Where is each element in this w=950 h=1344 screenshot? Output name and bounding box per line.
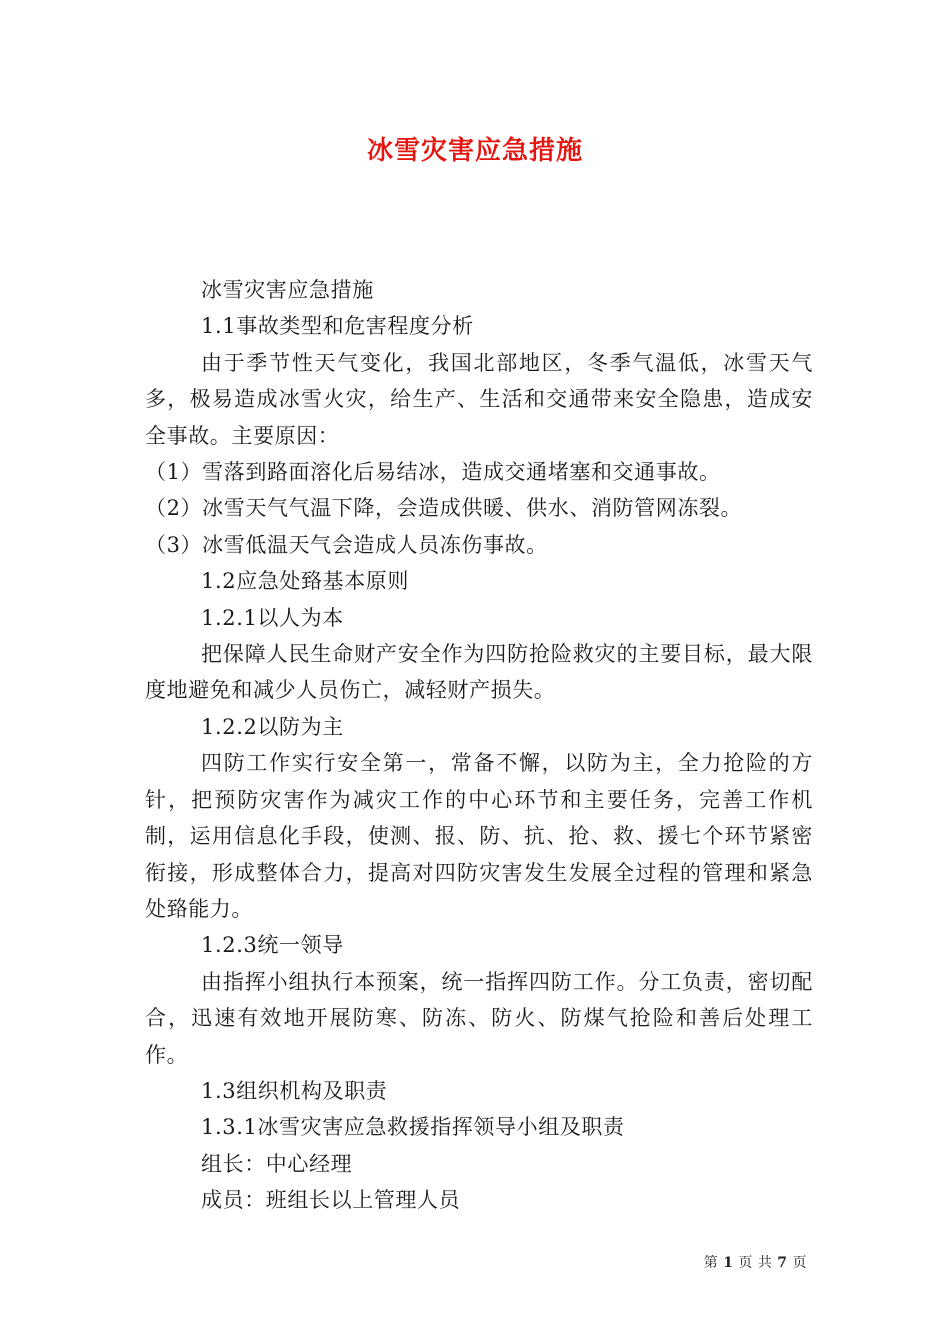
footer-page-number: 1 bbox=[723, 1255, 734, 1271]
section-1-2-3-heading: 1.2.3统一领导 bbox=[201, 933, 344, 958]
paragraph-weather-analysis: 由于季节性天气变化，我国北部地区，冬季气温低，冰雪天气多，极易造成冰雪火灾，给生产、生活和交通带来安全隐患，造成安全事故。主要原因： bbox=[145, 350, 813, 448]
section-1-2-1-heading: 1.2.1以人为本 bbox=[201, 605, 344, 630]
section-1-3-1-heading: 1.3.1冰雪灾害应急救援指挥领导小组及职责 bbox=[201, 1115, 625, 1140]
footer-prefix: 第 bbox=[703, 1255, 719, 1271]
paragraph-team-leader: 组长：中心经理 bbox=[201, 1151, 353, 1176]
list-item-2: （2）冰雪天气气温下降，会造成供暖、供水、消防管网冻裂。 bbox=[145, 496, 743, 521]
list-item-1: （1）雪落到路面溶化后易结冰，造成交通堵塞和交通事故。 bbox=[145, 460, 721, 485]
list-item-3: （3）冰雪低温天气会造成人员冻伤事故。 bbox=[145, 532, 548, 557]
paragraph-unified-leadership: 由指挥小组执行本预案，统一指挥四防工作。分工负责，密切配合，迅速有效地开展防寒、防冻、防火、防煤气抢险和善后处理工作。 bbox=[145, 969, 813, 1067]
footer-middle: 页 共 bbox=[738, 1255, 773, 1271]
footer-suffix: 页 bbox=[792, 1255, 807, 1271]
paragraph-heading: 冰雪灾害应急措施 bbox=[201, 278, 374, 302]
document-body bbox=[145, 272, 813, 1219]
paragraph-team-members: 成员：班组长以上管理人员 bbox=[201, 1188, 461, 1213]
page-footer bbox=[704, 1252, 807, 1272]
footer-total-pages: 7 bbox=[777, 1255, 788, 1271]
section-1-2-2-heading: 1.2.2以防为主 bbox=[201, 714, 344, 739]
paragraph-people-first: 把保障人民生命财产安全作为四防抢险救灾的主要目标，最大限度地避免和减少人员伤亡，减轻财产损失。 bbox=[145, 642, 813, 703]
section-1-1-heading: 1.1事故类型和危害程度分析 bbox=[201, 314, 474, 339]
document-title: 冰雪灾害应急措施 bbox=[366, 136, 583, 166]
section-1-3-heading: 1.3组织机构及职责 bbox=[201, 1078, 388, 1103]
section-1-2-heading: 1.2应急处臵基本原则 bbox=[201, 569, 409, 594]
paragraph-prevention-first: 四防工作实行安全第一，常备不懈，以防为主，全力抢险的方针，把预防灾害作为减灾工作的中心环节和主要任务，完善工作机制，运用信息化手段，使测、报、防、抗、抢、救、援七个环节紧密衔接，形成整体合力，提高对四防灾害发生发展全过程的管理和紧急处臵能力。 bbox=[145, 751, 813, 921]
